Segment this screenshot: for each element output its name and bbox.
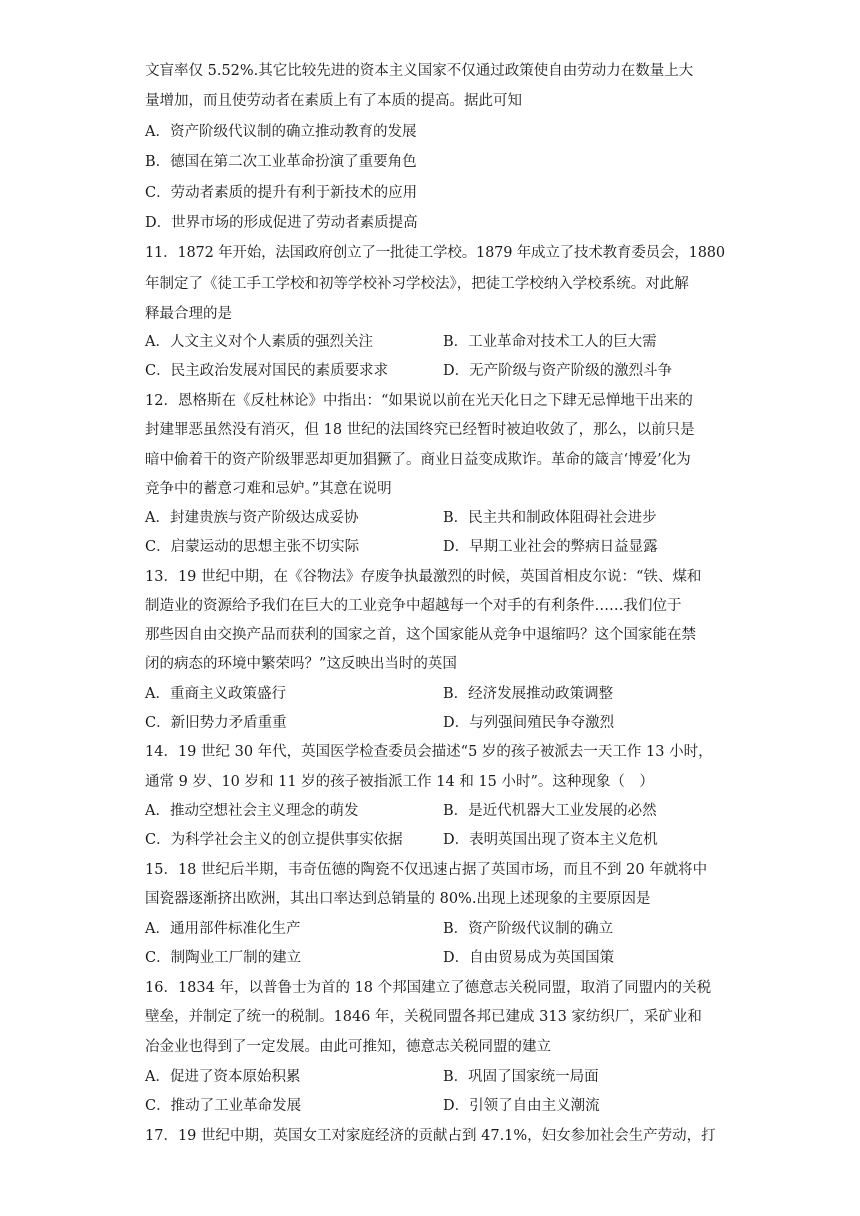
q13-line-3: 那些因自由交换产品而获利的国家之首，这个国家能从竞争中退缩吗？这个国家能在禁 (145, 627, 696, 643)
q13-option-c[interactable]: C．新旧势力矛盾重重 (145, 715, 287, 731)
q11-option-d[interactable]: D．无产阶级与资产阶级的激烈斗争 (443, 363, 673, 379)
q13-options-row-1 (145, 684, 725, 704)
q12-options-row-2 (145, 537, 725, 557)
q11-line-3: 释最合理的是 (145, 306, 232, 322)
q11-options-row-2 (145, 361, 725, 381)
q10-option-c[interactable]: C．劳动者素质的提升有利于新技术的应用 (145, 185, 418, 201)
q12-options-row-1 (145, 508, 725, 528)
q10-option-d[interactable]: D．世界市场的形成促进了劳动者素质提高 (145, 215, 418, 231)
q10-line-1: 文盲率仅 5.52%.其它比较先进的资本主义国家不仅通过政策使自由劳动力在数量上大 (145, 63, 694, 79)
q15-line-2: 国瓷器逐渐挤出欧洲，其出口率达到总销量的 80%.出现上述现象的主要原因是 (145, 891, 651, 907)
q12-line-2: 封建罪恶虽然没有消灭，但 18 世纪的法国终究已经暂时被迫收敛了，那么，以前只是 (145, 422, 695, 438)
q16-option-a[interactable]: A．促进了资本原始积累 (145, 1069, 301, 1085)
q13-option-a[interactable]: A．重商主义政策盛行 (145, 686, 286, 702)
q16-options-row-2 (145, 1096, 725, 1116)
q14-option-a[interactable]: A．推动空想社会主义理念的萌发 (145, 803, 359, 819)
q12-line-1: 12．恩格斯在《反杜林论》中指出：“如果说以前在光天化日之下肆无忌惮地干出来的 (145, 393, 693, 409)
q14-line-1: 14．19 世纪 30 年代，英国医学检查委员会描述“5 岁的孩子被派去一天工作 13 小时， (145, 744, 713, 760)
q11-line-1: 11．1872 年开始，法国政府创立了一批徒工学校。1879 年成立了技术教育委员会，1880 (145, 245, 725, 261)
q12-line-3: 暗中偷着干的资产阶级罪恶却更加猖獗了。商业日益变成欺诈。革命的箴言‘博爱’化为 (145, 452, 691, 468)
q15-option-d[interactable]: D．自由贸易成为英国国策 (443, 950, 615, 966)
q14-line-2: 通常 9 岁、10 岁和 11 岁的孩子被指派工作 14 和 15 小时”。这种现象（ ） (145, 774, 654, 790)
q14-option-b[interactable]: B．是近代机器大工业发展的必然 (443, 803, 657, 819)
q12-option-d[interactable]: D．早期工业社会的弊病日益显露 (443, 539, 658, 555)
q16-option-c[interactable]: C．推动了工业革命发展 (145, 1098, 302, 1114)
q14-option-c[interactable]: C．为科学社会主义的创立提供事实依据 (145, 832, 403, 848)
q11-line-2: 年制定了《徒工手工学校和初等学校补习学校法》，把徒工学校纳入学校系统。对此解 (145, 276, 689, 292)
q13-line-1: 13．19 世纪中期，在《谷物法》存废争执最激烈的时候，英国首相皮尔说：“铁、煤和 (145, 569, 702, 585)
q15-option-b[interactable]: B．资产阶级代议制的确立 (443, 921, 614, 937)
q16-option-d[interactable]: D．引领了自由主义潮流 (443, 1098, 600, 1114)
q15-line-1: 15．18 世纪后半期，韦奇伍德的陶瓷不仅迅速占据了英国市场，而且不到 20 年就将中 (145, 862, 708, 878)
q13-option-b[interactable]: B．经济发展推动政策调整 (443, 686, 614, 702)
q15-option-c[interactable]: C．制陶业工厂制的建立 (145, 950, 302, 966)
q17-line-1: 17．19 世纪中期，英国女工对家庭经济的贡献占到 47.1%，妇女参加社会生产劳动，打 (145, 1128, 716, 1144)
q15-option-a[interactable]: A．通用部件标准化生产 (145, 921, 301, 937)
q13-line-2: 制造业的资源给予我们在巨大的工业竞争中超越每一个对手的有利条件……我们位于 (145, 598, 682, 614)
q12-line-4: 竞争中的蓄意刁难和忌妒。”其意在说明 (145, 481, 392, 497)
q12-option-a[interactable]: A．封建贵族与资产阶级达成妥协 (145, 510, 359, 526)
q16-option-b[interactable]: B．巩固了国家统一局面 (443, 1069, 599, 1085)
q10-line-2: 量增加，而且使劳动者在素质上有了本质的提高。据此可知 (145, 93, 522, 109)
q11-options-row-1 (145, 332, 725, 352)
q14-option-d[interactable]: D．表明英国出现了资本主义危机 (443, 832, 658, 848)
q12-option-b[interactable]: B．民主共和制政体阻碍社会进步 (443, 510, 657, 526)
q16-options-row-1 (145, 1067, 725, 1087)
q12-option-c[interactable]: C．启蒙运动的思想主张不切实际 (145, 539, 360, 555)
q16-line-3: 冶金业也得到了一定发展。由此可推知，德意志关税同盟的建立 (145, 1039, 551, 1055)
q15-options-row-2 (145, 948, 725, 968)
q11-option-c[interactable]: C．民主政治发展对国民的素质要求求 (145, 363, 389, 379)
q11-option-b[interactable]: B．工业革命对技术工人的巨大需 (443, 334, 657, 350)
q14-options-row-1 (145, 801, 725, 821)
q13-line-4: 闭的病态的环境中繁荣吗？”这反映出当时的英国 (145, 656, 457, 672)
q11-option-a[interactable]: A．人文主义对个人素质的强烈关注 (145, 334, 373, 350)
q13-options-row-2 (145, 713, 725, 733)
q10-option-b[interactable]: B．德国在第二次工业革命扮演了重要角色 (145, 154, 417, 170)
q15-options-row-1 (145, 919, 725, 939)
q14-options-row-2 (145, 830, 725, 850)
q16-line-1: 16．1834 年，以普鲁士为首的 18 个邦国建立了德意志关税同盟，取消了同盟内的关税 (145, 980, 712, 996)
q16-line-2: 壁垒，并制定了统一的税制。1846 年，关税同盟各邦已建成 313 家纺织厂，采矿业和 (145, 1009, 702, 1025)
q13-option-d[interactable]: D．与列强间殖民争夺激烈 (443, 715, 615, 731)
q10-option-a[interactable]: A．资产阶级代议制的确立推动教育的发展 (145, 124, 417, 140)
